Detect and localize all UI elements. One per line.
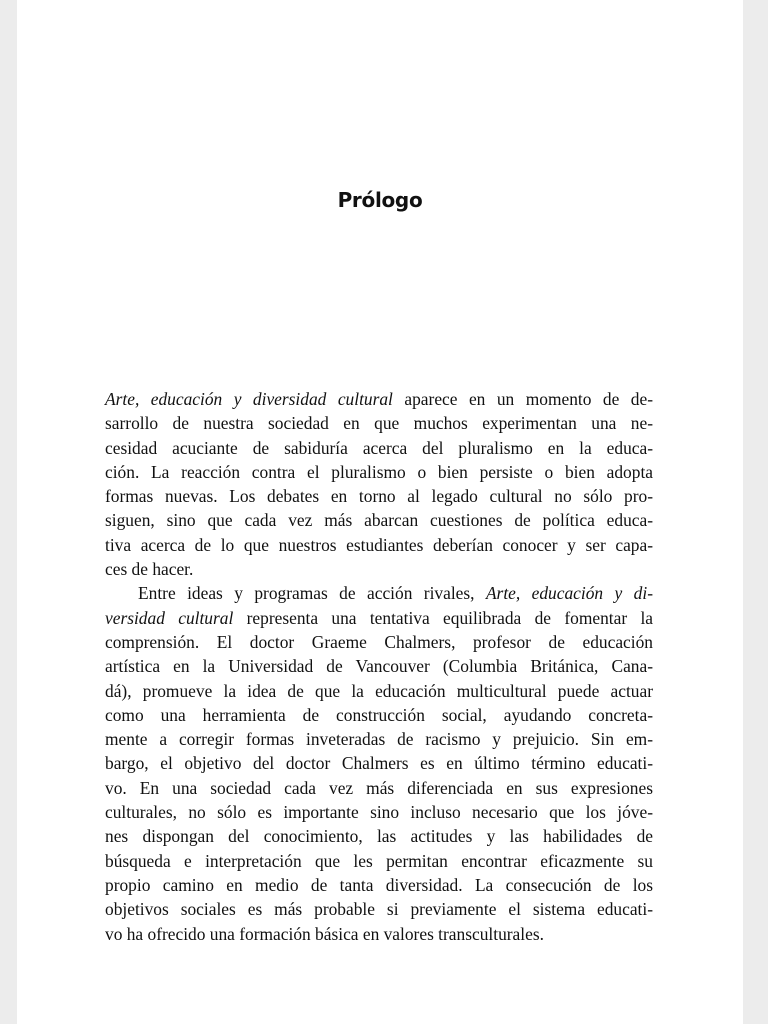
line-text: aparece en un momento de de- [392, 389, 654, 409]
paragraph-line: sarrollo de nuestra sociedad en que muchos experimentan una ne- [105, 413, 653, 434]
italic-book-title: Arte, educación y di- [485, 583, 653, 604]
page-title: Prólogo [337, 188, 423, 212]
italic-book-title: versidad cultural [105, 607, 234, 628]
paragraph-line: objetivos sociales es más probable si previamente el sistema educati- [105, 899, 653, 920]
paragraph-line: vo. En una sociedad cada vez más diferenciada en sus expresiones [105, 777, 653, 798]
paragraph-line: propio camino en medio de tanta diversidad. La consecución de los [105, 874, 653, 895]
paragraph-line: mente a corregir formas inveteradas de racismo y prejuicio. Sin em- [105, 729, 653, 750]
paragraph-line: ción. La reacción contra el pluralismo o bien persiste o bien adopta [105, 461, 653, 482]
paragraph-line: siguen, sino que cada vez más abarcan cuestiones de política educa- [105, 510, 653, 531]
line-text: representa una tentativa equilibrada de fomentar la [233, 607, 653, 628]
paragraph-line: vo ha ofrecido una formación básica en valores transculturales. [105, 923, 544, 944]
body-text [105, 387, 653, 946]
paragraph-line: ces de hacer. [105, 559, 194, 580]
paragraph-line: bargo, el objetivo del doctor Chalmers es en último término educati- [105, 753, 653, 774]
line-text: Entre ideas y programas de acción rivales, [138, 583, 486, 604]
paragraph-line: comprensión. El doctor Graeme Chalmers, profesor de educación [105, 631, 653, 652]
paragraph-line: nes dispongan del conocimiento, las actitudes y las habilidades de [105, 826, 653, 847]
paragraph-line [105, 387, 653, 411]
paragraph-line [105, 606, 653, 630]
paragraph-line: dá), promueve la idea de que la educación multicultural puede actuar [105, 680, 653, 701]
italic-book-title: Arte, educación y diversidad cultural [105, 389, 393, 409]
paragraph-line: cesidad acuciante de sabiduría acerca del pluralismo en la educa- [105, 437, 653, 458]
document-page [17, 0, 743, 1024]
paragraph-line: formas nuevas. Los debates en torno al legado cultural no sólo pro- [105, 486, 653, 507]
paragraph-line: búsqueda e interpretación que les permitan encontrar eficazmente su [105, 850, 653, 871]
paragraph-line: como una herramienta de construcción social, ayudando concreta- [105, 704, 653, 725]
paragraph-line [105, 581, 653, 605]
paragraph-line: artística en la Universidad de Vancouver (Columbia Británica, Cana- [105, 656, 653, 677]
paragraph-line: tiva acerca de lo que nuestros estudiantes deberían conocer y ser capa- [105, 534, 653, 555]
paragraph-line: culturales, no sólo es importante sino incluso necesario que los jóve- [105, 802, 653, 823]
